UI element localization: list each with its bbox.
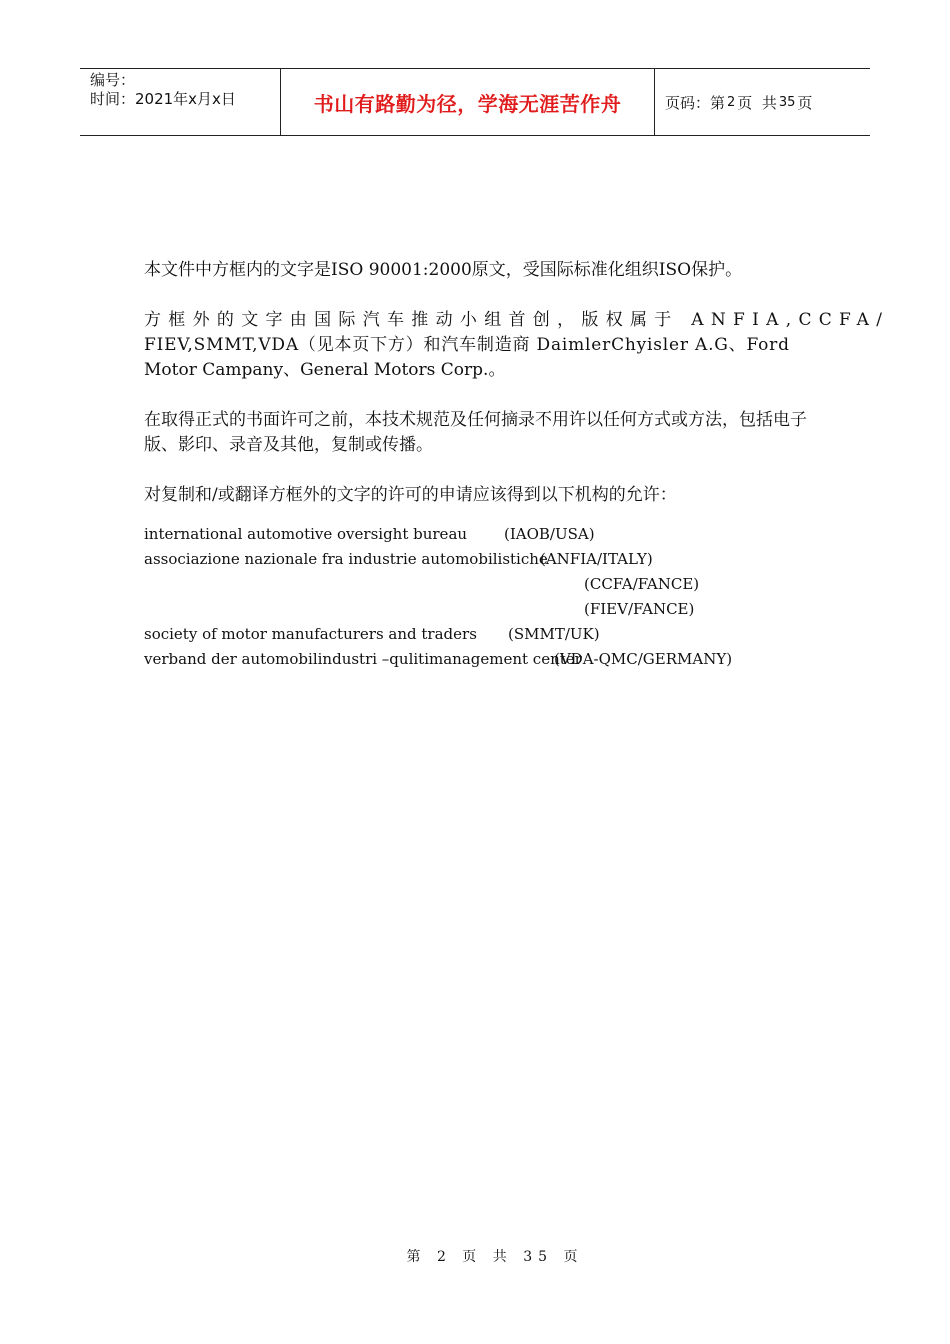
org-code: (ANFIA/ITALY): [540, 550, 653, 568]
page-mid: 页 共: [737, 93, 777, 112]
document-body: [144, 258, 890, 672]
list-item: [144, 597, 808, 622]
document-time-label: 时间：2021年x月x日: [90, 90, 236, 108]
page-suffix: 页: [797, 93, 813, 112]
page-total: 35: [778, 94, 796, 110]
header-motto: 书山有路勤为径，学海无涯苦作舟: [281, 69, 655, 135]
document-number-label: 编号：: [90, 71, 136, 89]
header-table: [80, 68, 870, 136]
permission-request-text: 对复制和/或翻译方框外的文字的许可的申请应该得到以下机构的允许：: [144, 485, 677, 505]
owners-line-3: Motor Campany、General Motors Corp.。: [144, 360, 506, 380]
copyright-paragraph-owners: [144, 308, 890, 383]
org-name: verband der automobilindustri –qulitimanagement center: [144, 650, 582, 668]
org-name: international automotive oversight bureau: [144, 525, 468, 543]
page-current: 2: [727, 94, 736, 110]
header-meta-cell: [80, 69, 281, 135]
org-code: (VDA-QMC/GERMANY): [554, 650, 733, 668]
list-item: [144, 522, 808, 547]
page-prefix: 页码：第: [665, 93, 726, 112]
list-item: [144, 547, 808, 572]
organization-list: [144, 522, 808, 672]
owners-line-1: 方框外的文字由国际汽车推动小组首创，版权属于 ANFIA,CCFA/: [144, 310, 890, 330]
header-page-indicator: [655, 69, 870, 135]
list-item: [144, 647, 808, 672]
org-code: (SMMT/UK): [508, 625, 600, 643]
org-code: (IAOB/USA): [504, 525, 595, 543]
copyright-paragraph-iso: 本文件中方框内的文字是ISO 90001:2000原文，受国际标准化组织ISO保护。: [144, 260, 743, 280]
list-item: [144, 572, 808, 597]
owners-line-2: FIEV,SMMT,VDA（见本页下方）和汽车制造商 DaimlerChyisler A.G、Ford: [144, 335, 790, 355]
org-code: (CCFA/FANCE): [584, 575, 700, 593]
org-name: society of motor manufacturers and traders: [144, 625, 477, 643]
reproduction-notice: 在取得正式的书面许可之前，本技术规范及任何摘录不用许以任何方式或方法，包括电子版、影印、录音及其他，复制或传播。: [144, 410, 807, 455]
org-name: associazione nazionale fra industrie automobilistiche: [144, 550, 548, 568]
list-item: [144, 622, 808, 647]
page-footer: 第 2 页 共 35 页: [406, 1249, 584, 1265]
org-code: (FIEV/FANCE): [584, 600, 695, 618]
